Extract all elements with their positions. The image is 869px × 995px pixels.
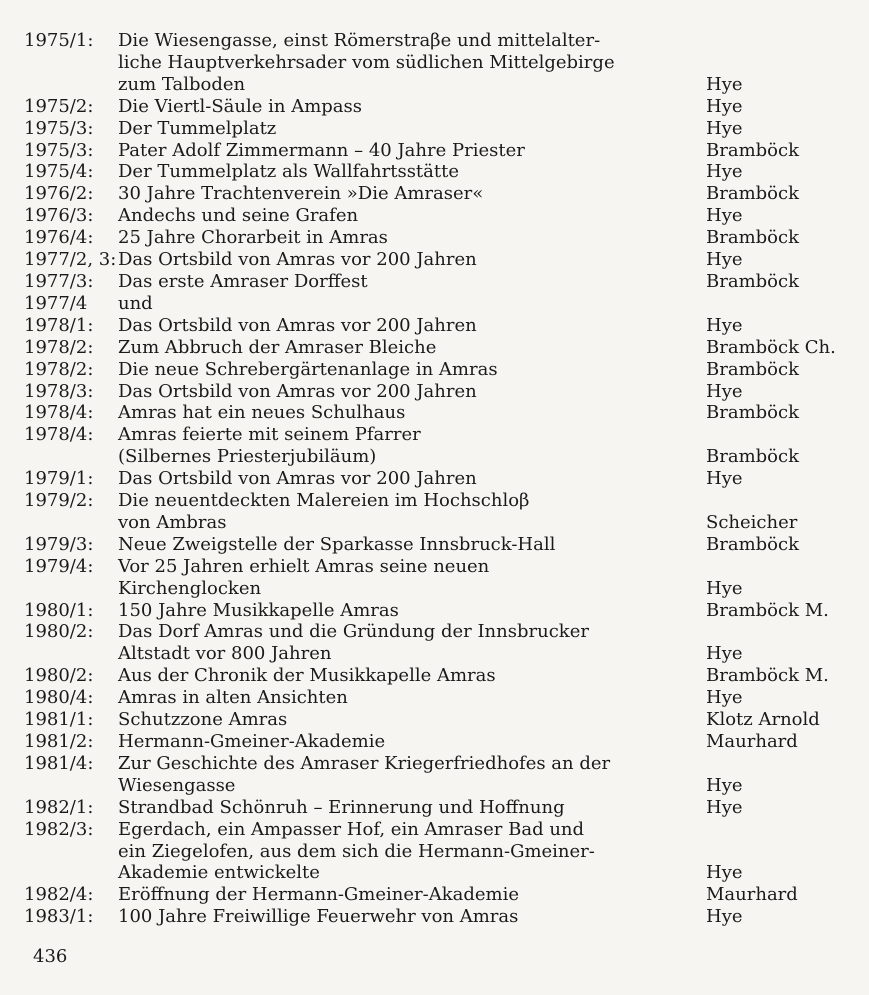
entry-issue-number: 1978/2: (24, 336, 94, 358)
entry-title: 25 Jahre Chorarbeit in Amras (118, 227, 388, 249)
entry-author: Hye (706, 796, 743, 818)
entry-author: Bramböck (706, 402, 799, 424)
entry-issue-number: 1976/3: (24, 205, 94, 227)
entry-issue-number: 1975/4: (24, 161, 94, 183)
entry-issue-number: 1978/4: (24, 424, 94, 446)
entry-author: Bramböck Ch. (706, 336, 836, 358)
entry-author: Hye (706, 161, 743, 183)
entry-author: Bramböck (706, 533, 799, 555)
entry-author: Bramböck (706, 139, 799, 161)
bibliography-entry (24, 205, 844, 227)
bibliography-entry (24, 797, 844, 819)
entry-title: Das Ortsbild von Amras vor 200 Jahren (118, 249, 477, 271)
entry-title: Die Viertl-Säule in Ampass (118, 95, 362, 117)
entry-issue-number: 1975/3: (24, 117, 94, 139)
entry-issue-number: 1981/2: (24, 731, 94, 752)
entry-title: Das Ortsbild von Amras vor 200 Jahren (118, 314, 477, 336)
bibliography-entry (24, 687, 844, 709)
bibliography-entry (24, 665, 844, 687)
bibliography-entry (24, 600, 844, 622)
entry-title: und (118, 292, 153, 314)
entry-issue-number: 1977/4 (24, 292, 88, 314)
entry-author: Bramböck (706, 183, 799, 205)
entry-author: Bramböck (706, 358, 799, 380)
entry-issue-number: 1983/1: (24, 906, 94, 928)
entry-title: Andechs und seine Grafen (118, 205, 359, 227)
entry-issue-number: 1975/3: (24, 139, 94, 161)
bibliography-entry (24, 96, 844, 118)
entry-issue-number: 1979/3: (24, 533, 94, 555)
bibliography-entry (24, 468, 844, 490)
bibliography-entry (24, 249, 844, 271)
bibliography-entry (24, 315, 844, 337)
entry-title: Neue Zweigstelle der Sparkasse Innsbruck-Hall (118, 533, 556, 555)
entry-issue-number: 1977/2, 3: (24, 249, 117, 271)
entry-author: Bramböck M. (706, 665, 829, 687)
bibliography-entry (24, 556, 844, 600)
entry-title: Die Wiesengasse, einst Römerstraβe und mittelalter- liche Hauptverkehrsader vom südlichen Mittelgebirge zum Talboden (118, 30, 615, 95)
bibliography-entry (24, 490, 844, 534)
entry-author: Hye (706, 577, 743, 599)
entry-author: Hye (706, 468, 743, 490)
entry-title: Zur Geschichte des Amraser Kriegerfriedhofes an der Wiesengasse (118, 752, 611, 796)
entry-author: Maurhard (706, 884, 798, 906)
entry-issue-number: 1982/3: (24, 818, 94, 840)
entry-author: Hye (706, 314, 743, 336)
entry-author: Scheicher (706, 511, 798, 533)
entry-title: Die neue Schrebergärtenanlage in Amras (118, 358, 498, 380)
entry-author: Bramböck (706, 446, 799, 468)
bibliography-entry (24, 753, 844, 797)
entry-issue-number: 1980/2: (24, 665, 94, 687)
entry-author: Hye (706, 205, 743, 227)
entry-issue-number: 1975/1: (24, 30, 94, 51)
bibliography-entry (24, 271, 844, 293)
bibliography-entry (24, 731, 844, 753)
entry-issue-number: 1978/1: (24, 314, 94, 336)
page-number: 436 (33, 946, 68, 967)
entry-title: Vor 25 Jahren erhielt Amras seine neuen Kirchenglocken (118, 555, 490, 599)
entry-title: Amras in alten Ansichten (118, 687, 348, 709)
entry-issue-number: 1980/1: (24, 599, 94, 621)
bibliography-entry (24, 381, 844, 403)
entry-title: Das erste Amraser Dorffest (118, 270, 368, 292)
entry-author: Hye (706, 249, 743, 271)
bibliography-entry (24, 337, 844, 359)
entry-title: 100 Jahre Freiwillige Feuerwehr von Amras (118, 906, 519, 928)
entry-title: Das Ortsbild von Amras vor 200 Jahren (118, 380, 477, 402)
bibliography-entry (24, 906, 844, 928)
entry-author: Hye (706, 117, 743, 139)
entry-issue-number: 1979/4: (24, 555, 94, 577)
bibliography-entry (24, 161, 844, 183)
entry-author: Bramböck (706, 270, 799, 292)
entry-issue-number: 1981/1: (24, 709, 94, 731)
bibliography-entry (24, 402, 844, 424)
entry-author: Bramböck (706, 227, 799, 249)
entry-title: Egerdach, ein Ampasser Hof, ein Amraser Bad und ein Ziegelofen, aus dem sich die Hermann-Gmeiner- Akademie entwickelte (118, 818, 595, 884)
bibliography-list (24, 30, 844, 928)
entry-author: Hye (706, 380, 743, 402)
entry-author: Klotz Arnold (706, 709, 820, 731)
entry-issue-number: 1977/3: (24, 270, 94, 292)
bibliography-entry (24, 293, 844, 315)
entry-author: Hye (706, 906, 743, 928)
bibliography-entry (24, 424, 844, 468)
bibliography-entry (24, 534, 844, 556)
entry-title: Aus der Chronik der Musikkapelle Amras (118, 665, 496, 687)
entry-title: Die neuentdeckten Malereien im Hochschloβ von Ambras (118, 490, 530, 533)
bibliography-entry (24, 30, 844, 96)
entry-title: Zum Abbruch der Amraser Bleiche (118, 336, 437, 358)
entry-title: Der Tummelplatz als Wallfahrtsstätte (118, 161, 460, 183)
entry-issue-number: 1978/4: (24, 402, 94, 424)
entry-author: Maurhard (706, 731, 798, 752)
entry-title: Das Ortsbild von Amras vor 200 Jahren (118, 468, 477, 490)
entry-title: Das Dorf Amras und die Gründung der Innsbrucker Altstadt vor 800 Jahren (118, 621, 589, 665)
entry-issue-number: 1978/2: (24, 358, 94, 380)
entry-issue-number: 1976/4: (24, 227, 94, 249)
entry-issue-number: 1975/2: (24, 95, 94, 117)
bibliography-entry (24, 140, 844, 162)
entry-author: Hye (706, 687, 743, 709)
entry-title: Schutzzone Amras (118, 709, 288, 731)
entry-title: Pater Adolf Zimmermann – 40 Jahre Priester (118, 139, 525, 161)
entry-issue-number: 1978/3: (24, 380, 94, 402)
entry-author: Hye (706, 774, 743, 796)
entry-title: Amras feierte mit seinem Pfarrer (Silbernes Priesterjubiläum) (118, 424, 421, 468)
entry-issue-number: 1976/2: (24, 183, 94, 205)
entry-title: Amras hat ein neues Schulhaus (118, 402, 406, 424)
entry-title: Eröffnung der Hermann-Gmeiner-Akademie (118, 884, 519, 906)
entry-issue-number: 1979/1: (24, 468, 94, 490)
entry-issue-number: 1982/1: (24, 796, 94, 818)
entry-title: Strandbad Schönruh – Erinnerung und Hoffnung (118, 796, 565, 818)
entry-author: Hye (706, 643, 743, 665)
entry-author: Hye (706, 95, 743, 117)
entry-title: Der Tummelplatz (118, 117, 277, 139)
entry-issue-number: 1981/4: (24, 752, 94, 774)
entry-title: 150 Jahre Musikkapelle Amras (118, 599, 399, 621)
entry-title: 30 Jahre Trachtenverein »Die Amraser« (118, 183, 484, 205)
bibliography-entry (24, 183, 844, 205)
bibliography-entry (24, 884, 844, 906)
entry-title: Hermann-Gmeiner-Akademie (118, 731, 386, 752)
entry-author: Hye (706, 73, 743, 95)
bibliography-entry (24, 709, 844, 731)
bibliography-entry (24, 227, 844, 249)
bibliography-entry (24, 621, 844, 665)
entry-author: Bramböck M. (706, 599, 829, 621)
bibliography-entry (24, 118, 844, 140)
bibliography-entry (24, 819, 844, 885)
entry-author: Hye (706, 862, 743, 884)
entry-issue-number: 1982/4: (24, 884, 94, 906)
entry-issue-number: 1979/2: (24, 490, 94, 512)
entry-issue-number: 1980/2: (24, 621, 94, 643)
bibliography-entry (24, 359, 844, 381)
entry-issue-number: 1980/4: (24, 687, 94, 709)
